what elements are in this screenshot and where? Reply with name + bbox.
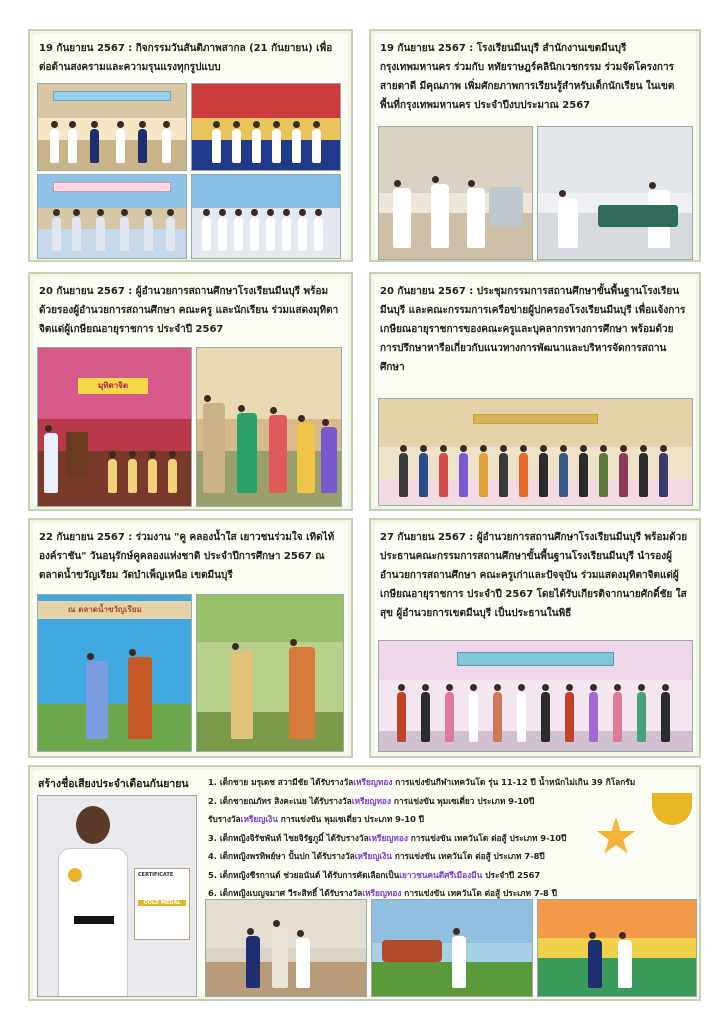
panel-caption: 27 กันยายน 2567 : ผู้อำนวยการสถานศึกษาโรงเรียนมีนบุรี พร้อมด้วย ประธานคณะกรรมการสถานศึกษาขั้นพื้นฐานโรงเรียนมีนบุรี นำรองผู้อำนวยการสถานศึกษา คณะครูเก่าและปัจจุบัน ร่วมแสดงมุทิตาจิตแด่ผู้เกษียณอายุราชการ ประจำปี 2567 โดยได้รับเกียรติจากนายศักดิ์ชัย ใสสุข ผู้อำนวยการเขตมีนบุรี เป็นประธานในพิธี	[380, 532, 688, 619]
photo-retirement-ceremony-group	[378, 640, 693, 752]
panel-caption: 19 กันยายน 2567 : โรงเรียนมีนบุรี สำนักงานเขตมีนบุรี กรุงเทพมหานคร ร่วมกับ หทัยราษฎร์คลินิกเวชกรรม ร่วมจัดโครงการสายตาดี มีคุณภาพ เพิ่มศักยภาพการเรียนรู้สำหรับเด็กนักเรียน ในเขตพื้นที่กรุงเทพมหานคร ประจำปีงบประมาณ 2567	[380, 43, 675, 111]
photo-committee-group	[378, 398, 693, 506]
list-item: 5. เด็กหญิงชีรกานต์ ช่วยอนันต์ ได้รับการคัดเลือกเป็นเยาวชนคนดีศรีเมืองมีน ประจำปี 2567	[208, 869, 541, 880]
panel-retirement-ceremony	[369, 518, 701, 758]
award-list	[208, 773, 635, 903]
panel-caption: 19 กันยายน 2567 : กิจกรรมวันสันติภาพสากล (21 กันยายน) เพื่อต่อต้านสงครามและความรุนแรงทุกรูปแบบ	[39, 43, 333, 73]
photo-taekwondo-boy	[37, 795, 197, 997]
list-item: 4. เด็กหญิงพรทิพย์ษา ปั้นปก ได้รับรางวัลเหรียญเงิน การแข่งขัน เทควันโด ต่อสู้ ประเภท 7-8ปี	[208, 851, 545, 861]
list-item: รับรางวัลเหรียญเงิน การแข่งขัน พุมเซเดี่ยว ประเภท 9-10 ปี	[208, 814, 425, 824]
gold-medal-text: GOLD MEDAL	[138, 900, 186, 906]
list-item: 3. เด็กหญิงจิรัชพันท์ ไชยจิรัฐภูมิ์ ได้รับรางวัลเหรียญทอง การแข่งขัน เทควันโด ต่อสู้ ประเภท 9-10ปี	[208, 832, 567, 843]
panel-awards	[28, 765, 701, 1001]
panel-peace-day	[28, 29, 353, 262]
panel-caption: 20 กันยายน 2567 : ประชุมกรรมการสถานศึกษาขั้นพื้นฐานโรงเรียนมีนบุรี และคณะกรรมการเครือข่ายผู้ปกครองโรงเรียนมีนบุรี เพื่อแจ้งการเกษียณอายุราชการของคณะครูและบุคลากรทางการศึกษา พร้อมด้วยการปรึกษาหารือเกี่ยวกับแนวทางการพัฒนาและบริหารจัดการสถานศึกษา	[380, 286, 686, 373]
panel-caption: 22 กันยายน 2567 : ร่วมงาน "คู คลองน้ำใส เยาวชนร่วมใจ เทิดไท้องค์ราชัน" วันอนุรักษ์คูคลองแห่งชาติ ประจำปีการศึกษา 2567 ณ ตลาดน้ำขวัญเรียม วัดบำเพ็ญเหนือ เขตมีนบุรี	[39, 532, 335, 581]
photo-award-group-3	[537, 899, 697, 997]
market-banner-text: ณ ตลาดน้ำขวัญเรียม	[38, 601, 191, 619]
panel-retirement-tribute	[28, 272, 353, 511]
photo-peace-day-3	[37, 174, 187, 259]
certificate-text: CERTIFICATE	[138, 872, 174, 878]
photo-eye-check-2	[537, 126, 693, 260]
photo-retirement-1	[37, 347, 192, 507]
photo-canal-award	[37, 594, 192, 752]
photo-eye-check-1	[378, 126, 533, 260]
photo-award-group-2	[371, 899, 533, 997]
panel-canal-day	[28, 518, 353, 758]
panel-committee-meeting	[369, 272, 701, 511]
photo-retirement-2	[196, 347, 342, 507]
trophy-icon	[652, 793, 692, 825]
panel-eye-project	[369, 29, 701, 262]
awards-title: สร้างชื่อเสียงประจำเดือนกันยายน	[38, 778, 189, 790]
photo-peace-day-4	[191, 174, 341, 259]
photo-canal-dance	[196, 594, 344, 752]
panel-caption: 20 กันยายน 2567 : ผู้อำนวยการสถานศึกษาโรงเรียนมีนบุรี พร้อมด้วยรองผู้อำนวยการสถานศึกษา คณะครู และนักเรียน ร่วมแสดงมุทิตาจิตแด่ผู้เกษียณอายุราชการ ประจำปี 2567	[39, 286, 339, 335]
photo-peace-day-2	[191, 83, 341, 171]
list-item: 1. เด็กชาย มรุเดช สวามีชัย ได้รับรางวัลเหรียญทอง การแข่งขันกีฬาเทควันโด รุ่น 11-12 ปี น้ำหนักไม่เกิน 39 กิโลกรัม	[208, 777, 636, 787]
photo-award-group-1	[205, 899, 367, 997]
photo-peace-day-1	[37, 83, 187, 171]
retire-banner-text: มุทิตาจิต	[78, 378, 148, 394]
list-item: 6. เด็กหญิงเบญจมาศ วีระสิทธิ์ ได้รับรางวัลเหรียญทอง การแข่งขัน เทควันโด ต่อสู้ ประเภท 7-8 ปี	[208, 888, 557, 898]
list-item: 2. เด็กชายณภัทร สิงคะเนย ได้รับรางวัลเหรียญทอง การแข่งขัน พุมเซเดี่ยว ประเภท 9-10ปี	[208, 795, 535, 806]
